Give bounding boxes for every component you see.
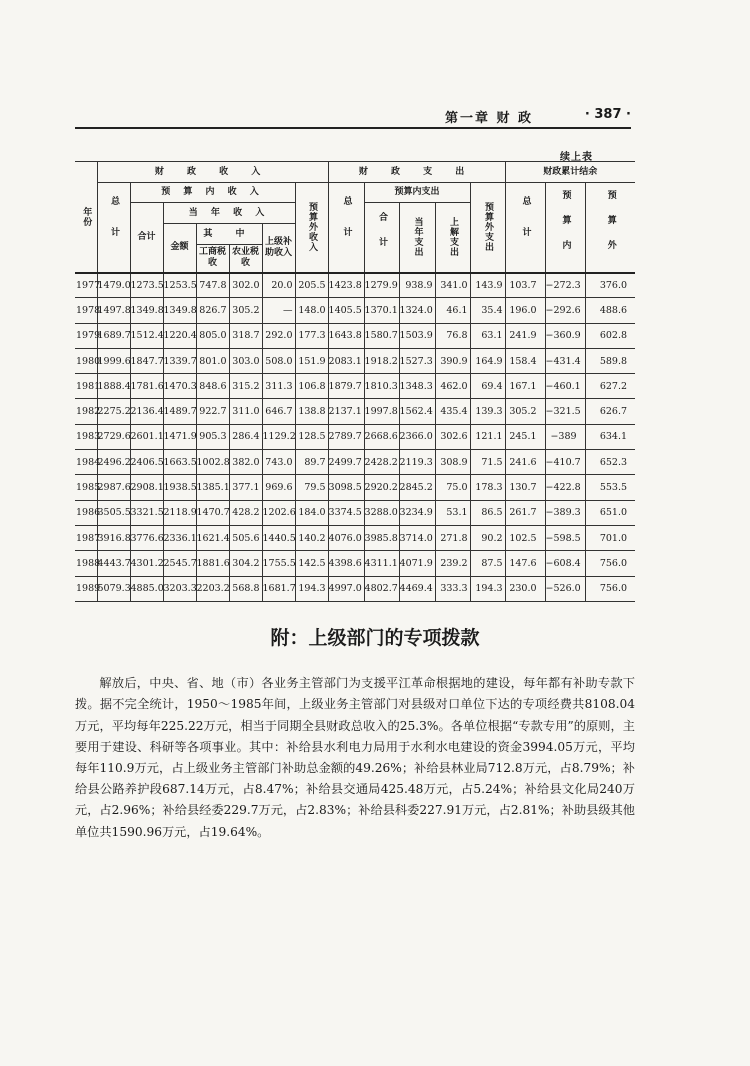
continuation-label: 续上表 xyxy=(560,152,593,163)
table-cell: 2336.1 xyxy=(163,525,196,550)
table-cell: 103.7 xyxy=(505,273,545,298)
header-amount: 金额 xyxy=(163,224,196,273)
table-cell: 1002.8 xyxy=(196,450,229,475)
table-cell: 35.4 xyxy=(470,298,505,323)
table-cell: 79.5 xyxy=(295,475,328,500)
table-cell: 239.2 xyxy=(435,551,470,576)
table-cell: 826.7 xyxy=(196,298,229,323)
table-cell: 1689.7 xyxy=(97,323,130,348)
table-cell: 2601.1 xyxy=(130,424,163,449)
table-cell: 3505.5 xyxy=(97,500,130,525)
year-cell: 1984 xyxy=(75,450,97,475)
table-cell: 308.9 xyxy=(435,450,470,475)
table-cell: 311.3 xyxy=(262,374,295,399)
header-revenue-total: 总计 xyxy=(97,183,130,273)
table-cell: −526.0 xyxy=(545,576,585,601)
table-cell: 20.0 xyxy=(262,273,295,298)
table-cell: 87.5 xyxy=(470,551,505,576)
table-cell: 435.4 xyxy=(435,399,470,424)
table-cell: 3098.5 xyxy=(328,475,364,500)
table-cell: −389 xyxy=(545,424,585,449)
header-budget-exp: 预算内支出 xyxy=(364,183,470,203)
table-cell: 646.7 xyxy=(262,399,295,424)
table-cell: 627.2 xyxy=(585,374,635,399)
table-cell: 178.3 xyxy=(470,475,505,500)
table-cell: 905.3 xyxy=(196,424,229,449)
table-cell: 69.4 xyxy=(470,374,505,399)
table-cell: 4071.9 xyxy=(399,551,435,576)
table-row xyxy=(75,424,635,449)
table-row xyxy=(75,399,635,424)
table-cell: 1479.0 xyxy=(97,273,130,298)
table-cell: 4469.4 xyxy=(399,576,435,601)
table-cell: 743.0 xyxy=(262,450,295,475)
table-cell: 140.2 xyxy=(295,525,328,550)
table-cell: 5079.3 xyxy=(97,576,130,601)
table-cell: 505.6 xyxy=(229,525,262,550)
table-cell: 177.3 xyxy=(295,323,328,348)
year-cell: 1981 xyxy=(75,374,97,399)
table-cell: 311.0 xyxy=(229,399,262,424)
header-current-year-revenue: 当 年 收 入 xyxy=(163,203,295,224)
table-row xyxy=(75,298,635,323)
year-cell: 1985 xyxy=(75,475,97,500)
table-row xyxy=(75,525,635,550)
table-cell: 2987.6 xyxy=(97,475,130,500)
table-cell: 626.7 xyxy=(585,399,635,424)
table-cell: 3985.8 xyxy=(364,525,399,550)
header-budget-exp-subtotal: 合计 xyxy=(364,203,399,273)
table-cell: 1999.6 xyxy=(97,348,130,373)
table-cell: 1527.3 xyxy=(399,348,435,373)
table-cell: 1273.5 xyxy=(130,273,163,298)
table-cell: −321.5 xyxy=(545,399,585,424)
table-cell: 1881.6 xyxy=(196,551,229,576)
table-cell: 2083.1 xyxy=(328,348,364,373)
table-cell: 1879.7 xyxy=(328,374,364,399)
table-cell: 143.9 xyxy=(470,273,505,298)
year-cell: 1980 xyxy=(75,348,97,373)
table-cell: 303.0 xyxy=(229,348,262,373)
table-cell: 390.9 xyxy=(435,348,470,373)
table-row xyxy=(75,374,635,399)
header-of-which: 其 中 xyxy=(196,224,262,245)
table-cell: 194.3 xyxy=(295,576,328,601)
table-cell: 194.3 xyxy=(470,576,505,601)
table-row xyxy=(75,450,635,475)
page-header xyxy=(75,103,631,129)
table-cell: −422.8 xyxy=(545,475,585,500)
table-cell: 2406.5 xyxy=(130,450,163,475)
header-balance-group: 财政累计结余 xyxy=(505,162,635,183)
table-cell: 1348.3 xyxy=(399,374,435,399)
table-cell: 1681.7 xyxy=(262,576,295,601)
header-remit-exp: 上解支出 xyxy=(435,203,470,273)
table-cell: 142.5 xyxy=(295,551,328,576)
table-cell: 1339.7 xyxy=(163,348,196,373)
table-cell: 805.0 xyxy=(196,323,229,348)
table-cell: 4885.0 xyxy=(130,576,163,601)
table-cell: 634.1 xyxy=(585,424,635,449)
table-cell: 76.8 xyxy=(435,323,470,348)
table-row xyxy=(75,273,635,298)
table-cell: 568.8 xyxy=(229,576,262,601)
header-bal-out: 预算外 xyxy=(585,183,635,273)
table-cell: 589.8 xyxy=(585,348,635,373)
table-cell: 1440.5 xyxy=(262,525,295,550)
table-cell: 1423.8 xyxy=(328,273,364,298)
table-cell: 747.8 xyxy=(196,273,229,298)
header-commerce-tax: 工商税收 xyxy=(196,245,229,273)
table-cell: 1470.3 xyxy=(163,374,196,399)
table-cell: 3203.3 xyxy=(163,576,196,601)
table-cell: 1621.4 xyxy=(196,525,229,550)
table-cell: −431.4 xyxy=(545,348,585,373)
table-cell: 553.5 xyxy=(585,475,635,500)
table-cell: 382.0 xyxy=(229,450,262,475)
table-cell: 701.0 xyxy=(585,525,635,550)
table-cell: 488.6 xyxy=(585,298,635,323)
table-cell: 2428.2 xyxy=(364,450,399,475)
table-cell: 86.5 xyxy=(470,500,505,525)
header-extra-budget-revenue: 预算外收入 xyxy=(295,183,328,273)
year-cell: 1983 xyxy=(75,424,97,449)
table-cell: 2366.0 xyxy=(399,424,435,449)
table-cell: 1755.5 xyxy=(262,551,295,576)
table-cell: 3776.6 xyxy=(130,525,163,550)
table-cell: 1349.8 xyxy=(130,298,163,323)
table-cell: 1938.5 xyxy=(163,475,196,500)
table-cell: 938.9 xyxy=(399,273,435,298)
table-cell: 3374.5 xyxy=(328,500,364,525)
table-cell: 2496.2 xyxy=(97,450,130,475)
table-cell: 1918.2 xyxy=(364,348,399,373)
page-number: · 387 · xyxy=(584,107,631,122)
table-cell: 151.9 xyxy=(295,348,328,373)
table-cell: 1471.9 xyxy=(163,424,196,449)
table-cell: 46.1 xyxy=(435,298,470,323)
body-paragraph: 解放后，中央、省、地（市）各业务主管部门为支援平江革命根据地的建设，每年都有补助专款下拨。据不完全统计，1950～1985年间，上级业务主管部门对县级对口单位下达的专项经费共8108.04万元，平均每年225.22万元，相当于同期全县财政总收入的25.3%。各单位根据“专款专用”的原则，主要用于建设、科研等各项事业。其中：补给县水利电力局用于水利水电建设的资金3994.05万元，平均每年110.9万元，占上级业务主管部门补助总金额的49.26%；补给县林业局712.8万元，占8.79%；补给县公路养护段687.14万元，占8.47%；补给县交通局425.48万元，占5.24%；补给县文化局240万元，占2.96%；补给县经委229.7万元，占2.83%；补给县科委227.91万元，占2.81%；补助县级其他单位共1590.96万元，占19.64%。 xyxy=(75,676,635,839)
table-cell: 130.7 xyxy=(505,475,545,500)
year-cell: 1988 xyxy=(75,551,97,576)
header-budget-revenue: 预 算 内 收 入 xyxy=(130,183,295,203)
table-cell: 3916.8 xyxy=(97,525,130,550)
table-cell: 2908.1 xyxy=(130,475,163,500)
table-cell: 305.2 xyxy=(505,399,545,424)
table-cell: 1349.8 xyxy=(163,298,196,323)
table-cell: 969.6 xyxy=(262,475,295,500)
year-cell: 1977 xyxy=(75,273,97,298)
year-cell: 1978 xyxy=(75,298,97,323)
table-cell: 801.0 xyxy=(196,348,229,373)
table-cell: 4311.1 xyxy=(364,551,399,576)
table-cell: 139.3 xyxy=(470,399,505,424)
table-cell: 428.2 xyxy=(229,500,262,525)
table-cell: 196.0 xyxy=(505,298,545,323)
table-cell: 75.0 xyxy=(435,475,470,500)
table-cell: 245.1 xyxy=(505,424,545,449)
year-cell: 1987 xyxy=(75,525,97,550)
table-cell: 305.2 xyxy=(229,298,262,323)
table-cell: 138.8 xyxy=(295,399,328,424)
table-cell: 71.5 xyxy=(470,450,505,475)
table-cell: 148.0 xyxy=(295,298,328,323)
table-cell: 2668.6 xyxy=(364,424,399,449)
table-cell: 1643.8 xyxy=(328,323,364,348)
table-cell: 2729.6 xyxy=(97,424,130,449)
table-cell: 1220.4 xyxy=(163,323,196,348)
table-cell: 4301.2 xyxy=(130,551,163,576)
table-cell: 1385.1 xyxy=(196,475,229,500)
table-cell: 2203.2 xyxy=(196,576,229,601)
table-cell: 462.0 xyxy=(435,374,470,399)
table-cell: 63.1 xyxy=(470,323,505,348)
table-cell: 2845.2 xyxy=(399,475,435,500)
table-cell: 2136.4 xyxy=(130,399,163,424)
table-cell: 4076.0 xyxy=(328,525,364,550)
table-cell: 1663.5 xyxy=(163,450,196,475)
table-cell: 1503.9 xyxy=(399,323,435,348)
table-cell: 102.5 xyxy=(505,525,545,550)
table-cell: 1997.8 xyxy=(364,399,399,424)
table-cell: 1888.4 xyxy=(97,374,130,399)
table-cell: 1370.1 xyxy=(364,298,399,323)
table-cell: −272.3 xyxy=(545,273,585,298)
table-cell: 121.1 xyxy=(470,424,505,449)
table-cell: 2119.3 xyxy=(399,450,435,475)
header-expenditure-group: 财 政 支 出 xyxy=(328,162,505,183)
table-cell: 4997.0 xyxy=(328,576,364,601)
table-row xyxy=(75,500,635,525)
table-cell: −410.7 xyxy=(545,450,585,475)
table-cell: 147.6 xyxy=(505,551,545,576)
table-cell: 1279.9 xyxy=(364,273,399,298)
table-cell: — xyxy=(262,298,295,323)
table-cell: 1847.7 xyxy=(130,348,163,373)
table-cell: 508.0 xyxy=(262,348,295,373)
table-cell: 333.3 xyxy=(435,576,470,601)
table-cell: 164.9 xyxy=(470,348,505,373)
year-cell: 1986 xyxy=(75,500,97,525)
table-cell: −292.6 xyxy=(545,298,585,323)
header-budget-subtotal: 合计 xyxy=(130,203,163,273)
table-cell: 377.1 xyxy=(229,475,262,500)
year-cell: 1979 xyxy=(75,323,97,348)
table-cell: 922.7 xyxy=(196,399,229,424)
section-title: 附：上级部门的专项拨款 xyxy=(270,627,480,649)
table-cell: 2137.1 xyxy=(328,399,364,424)
table-cell: 1489.7 xyxy=(163,399,196,424)
table-cell: −608.4 xyxy=(545,551,585,576)
table-cell: 90.2 xyxy=(470,525,505,550)
header-year: 年份 xyxy=(75,162,97,273)
header-bal-total: 总计 xyxy=(505,183,545,273)
table-cell: 602.8 xyxy=(585,323,635,348)
header-exp-total: 总计 xyxy=(328,183,364,273)
table-cell: 4443.7 xyxy=(97,551,130,576)
table-cell: 315.2 xyxy=(229,374,262,399)
header-current-year-exp: 当年支出 xyxy=(399,203,435,273)
table-cell: 53.1 xyxy=(435,500,470,525)
table-cell: 3288.0 xyxy=(364,500,399,525)
table-row xyxy=(75,551,635,576)
header-upper-subsidy: 上级补助收入 xyxy=(262,224,295,273)
header-bal-in: 预算内 xyxy=(545,183,585,273)
finance-table xyxy=(75,161,635,602)
table-cell: 1405.5 xyxy=(328,298,364,323)
table-row xyxy=(75,323,635,348)
table-cell: 158.4 xyxy=(505,348,545,373)
table-cell: −360.9 xyxy=(545,323,585,348)
table-cell: 376.0 xyxy=(585,273,635,298)
table-cell: 2118.9 xyxy=(163,500,196,525)
table-cell: 271.8 xyxy=(435,525,470,550)
table-cell: 302.0 xyxy=(229,273,262,298)
table-cell: 286.4 xyxy=(229,424,262,449)
table-cell: 128.5 xyxy=(295,424,328,449)
table-cell: 1512.4 xyxy=(130,323,163,348)
table-cell: 1781.6 xyxy=(130,374,163,399)
table-cell: 106.8 xyxy=(295,374,328,399)
table-cell: 848.6 xyxy=(196,374,229,399)
header-extra-budget-exp: 预算外支出 xyxy=(470,183,505,273)
table-cell: 1129.2 xyxy=(262,424,295,449)
table-cell: 651.0 xyxy=(585,500,635,525)
chapter-title: 第一章 财 政 xyxy=(444,111,533,126)
table-cell: 4802.7 xyxy=(364,576,399,601)
table-row xyxy=(75,348,635,373)
table-cell: 1470.7 xyxy=(196,500,229,525)
table-cell: 241.9 xyxy=(505,323,545,348)
table-cell: 1580.7 xyxy=(364,323,399,348)
table-cell: 756.0 xyxy=(585,551,635,576)
table-cell: 302.6 xyxy=(435,424,470,449)
table-cell: −460.1 xyxy=(545,374,585,399)
table-cell: 1562.4 xyxy=(399,399,435,424)
table-cell: 1324.0 xyxy=(399,298,435,323)
table-cell: 230.0 xyxy=(505,576,545,601)
table-cell: 3714.0 xyxy=(399,525,435,550)
table-cell: 304.2 xyxy=(229,551,262,576)
table-cell: 341.0 xyxy=(435,273,470,298)
table-cell: 652.3 xyxy=(585,450,635,475)
table-cell: −598.5 xyxy=(545,525,585,550)
table-cell: 2545.7 xyxy=(163,551,196,576)
table-row xyxy=(75,576,635,601)
table-cell: 2789.7 xyxy=(328,424,364,449)
table-cell: 2275.2 xyxy=(97,399,130,424)
table-cell: −389.3 xyxy=(545,500,585,525)
table-cell: 1810.3 xyxy=(364,374,399,399)
table-cell: 318.7 xyxy=(229,323,262,348)
table-cell: 184.0 xyxy=(295,500,328,525)
table-cell: 3234.9 xyxy=(399,500,435,525)
table-cell: 261.7 xyxy=(505,500,545,525)
table-row xyxy=(75,475,635,500)
table-cell: 1253.5 xyxy=(163,273,196,298)
table-cell: 89.7 xyxy=(295,450,328,475)
table-cell: 756.0 xyxy=(585,576,635,601)
header-agri-tax: 农业税收 xyxy=(229,245,262,273)
table-cell: 2920.2 xyxy=(364,475,399,500)
table-cell: 4398.6 xyxy=(328,551,364,576)
year-cell: 1989 xyxy=(75,576,97,601)
table-cell: 2499.7 xyxy=(328,450,364,475)
table-cell: 292.0 xyxy=(262,323,295,348)
table-cell: 1497.8 xyxy=(97,298,130,323)
table-cell: 1202.6 xyxy=(262,500,295,525)
table-cell: 205.5 xyxy=(295,273,328,298)
table-cell: 3321.5 xyxy=(130,500,163,525)
table-cell: 241.6 xyxy=(505,450,545,475)
table-cell: 167.1 xyxy=(505,374,545,399)
header-revenue-group: 财 政 收 入 xyxy=(97,162,328,183)
year-cell: 1982 xyxy=(75,399,97,424)
